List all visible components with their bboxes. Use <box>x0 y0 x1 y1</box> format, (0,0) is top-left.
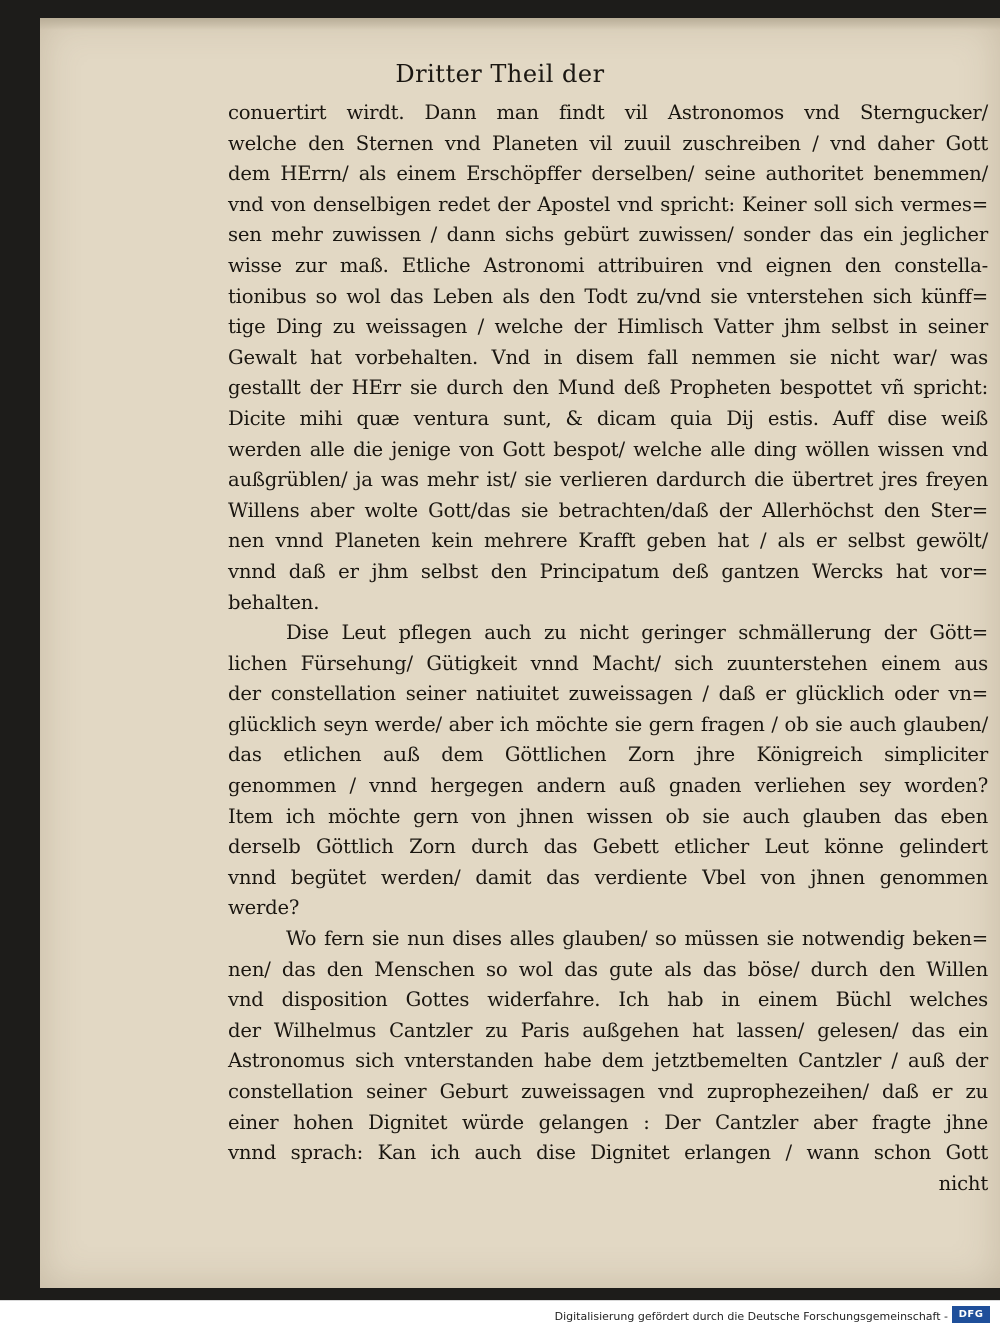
text-line: vnd disposition Gottes widerfahre. Ich hab in einem Büchl welches <box>228 988 988 1012</box>
text-line: nen vnnd Planeten kein mehrere Krafft geben hat / als er selbst gewölt/ <box>228 529 988 553</box>
text-line: werde? <box>228 896 300 920</box>
text-line: tige Ding zu weissagen / welche der Himlisch Vatter jhm selbst in seiner <box>228 315 988 339</box>
text-line: glücklich seyn werde/ aber ich möchte sie gern fragen / ob sie auch glauben/ <box>228 712 988 736</box>
text-line: vnnd sprach: Kan ich auch dise Dignitet erlangen / wann schon Gott <box>228 1141 988 1165</box>
text-line: Willens aber wolte Gott/das sie betrachten/daß der Allerhöchst den Ster= <box>228 498 988 522</box>
text-line: tionibus so wol das Leben als den Todt zu/vnd sie vnterstehen sich künff= <box>228 284 988 308</box>
text-line: wisse zur maß. Etliche Astronomi attribuiren vnd eignen den constella- <box>228 253 988 277</box>
text-line: vnnd daß er jhm selbst den Principatum deß gantzen Wercks hat vor= <box>228 559 988 583</box>
text-line: vnd von denselbigen redet der Apostel vnd spricht: Keiner soll sich vermes= <box>228 192 988 216</box>
text-line: der Wilhelmus Cantzler zu Paris außgehen hat lassen/ gelesen/ das ein <box>228 1018 988 1042</box>
catchword: nicht <box>938 1171 988 1195</box>
text-line: Astronomus sich vnterstanden habe dem jetztbemelten Cantzler / auß der <box>228 1049 988 1073</box>
text-line: der constellation seiner natiuitet zuweissagen / daß er glücklich oder vn= <box>228 682 988 706</box>
text-line: Item ich möchte gern von jhnen wissen ob sie auch glauben das eben <box>228 804 988 828</box>
page-body-text <box>228 98 988 1199</box>
digitization-credit: Digitalisierung gefördert durch die Deutsche Forschungsgemeinschaft - <box>554 1310 948 1323</box>
text-line: dem HErrn/ als einem Erschöpffer derselben/ seine authoritet benemmen/ <box>228 162 988 186</box>
text-line: Wo fern sie nun dises alles glauben/ so müssen sie notwendig beken= <box>286 927 988 951</box>
text-line: derselb Göttlich Zorn durch das Gebett etlicher Leut könne gelindert <box>228 835 988 859</box>
text-line: genommen / vnnd hergegen andern auß gnaden verliehen sey worden? <box>228 774 988 798</box>
text-line: gestallt der HErr sie durch den Mund deß Propheten bespottet vñ spricht: <box>228 376 988 400</box>
text-line: sen mehr zuwissen / dann sichs gebürt zuwissen/ sonder das ein jeglicher <box>228 223 988 247</box>
text-line: Dise Leut pflegen auch zu nicht geringer schmällerung der Gött= <box>286 621 988 645</box>
text-line: lichen Fürsehung/ Gütigkeit vnnd Macht/ sich zuunterstehen einem aus <box>228 651 988 675</box>
page-edge-shadow <box>40 18 1000 30</box>
text-line: vnnd begütet werden/ damit das verdiente Vbel von jhnen genommen <box>228 865 988 889</box>
text-line: constellation seiner Geburt zuweissagen vnd zuprophezeihen/ daß er zu <box>228 1080 988 1103</box>
text-line: welche den Sternen vnd Planeten vil zuuil zuschreiben / vnd daher Gott <box>228 131 988 155</box>
text-line: behalten. <box>228 590 320 614</box>
text-line: Dicite mihi quæ ventura sunt, & dicam quia Dij estis. Auff dise weiß <box>228 406 988 430</box>
text-line: nen/ das den Menschen so wol das gute als das böse/ durch den Willen <box>228 957 988 981</box>
text-line: Gewalt hat vorbehalten. Vnd in disem fall nemmen sie nicht war/ was <box>228 345 988 369</box>
text-line: außgrüblen/ ja was mehr ist/ sie verlieren dardurch die übertret jres freyen <box>228 468 988 492</box>
text-line: einer hohen Dignitet würde gelangen : Der Cantzler aber fragte jhne <box>228 1110 988 1134</box>
text-line: das etlichen auß dem Göttlichen Zorn jhre Königreich simpliciter <box>228 743 988 767</box>
running-header: Dritter Theil der <box>395 60 605 88</box>
text-line: conuertirt wirdt. Dann man findt vil Astronomos vnd Sterngucker/ <box>228 101 988 124</box>
text-line: werden alle die jenige von Gott bespot/ welche alle ding wöllen wissen vnd <box>228 437 988 461</box>
dfg-logo: DFG <box>952 1306 990 1323</box>
